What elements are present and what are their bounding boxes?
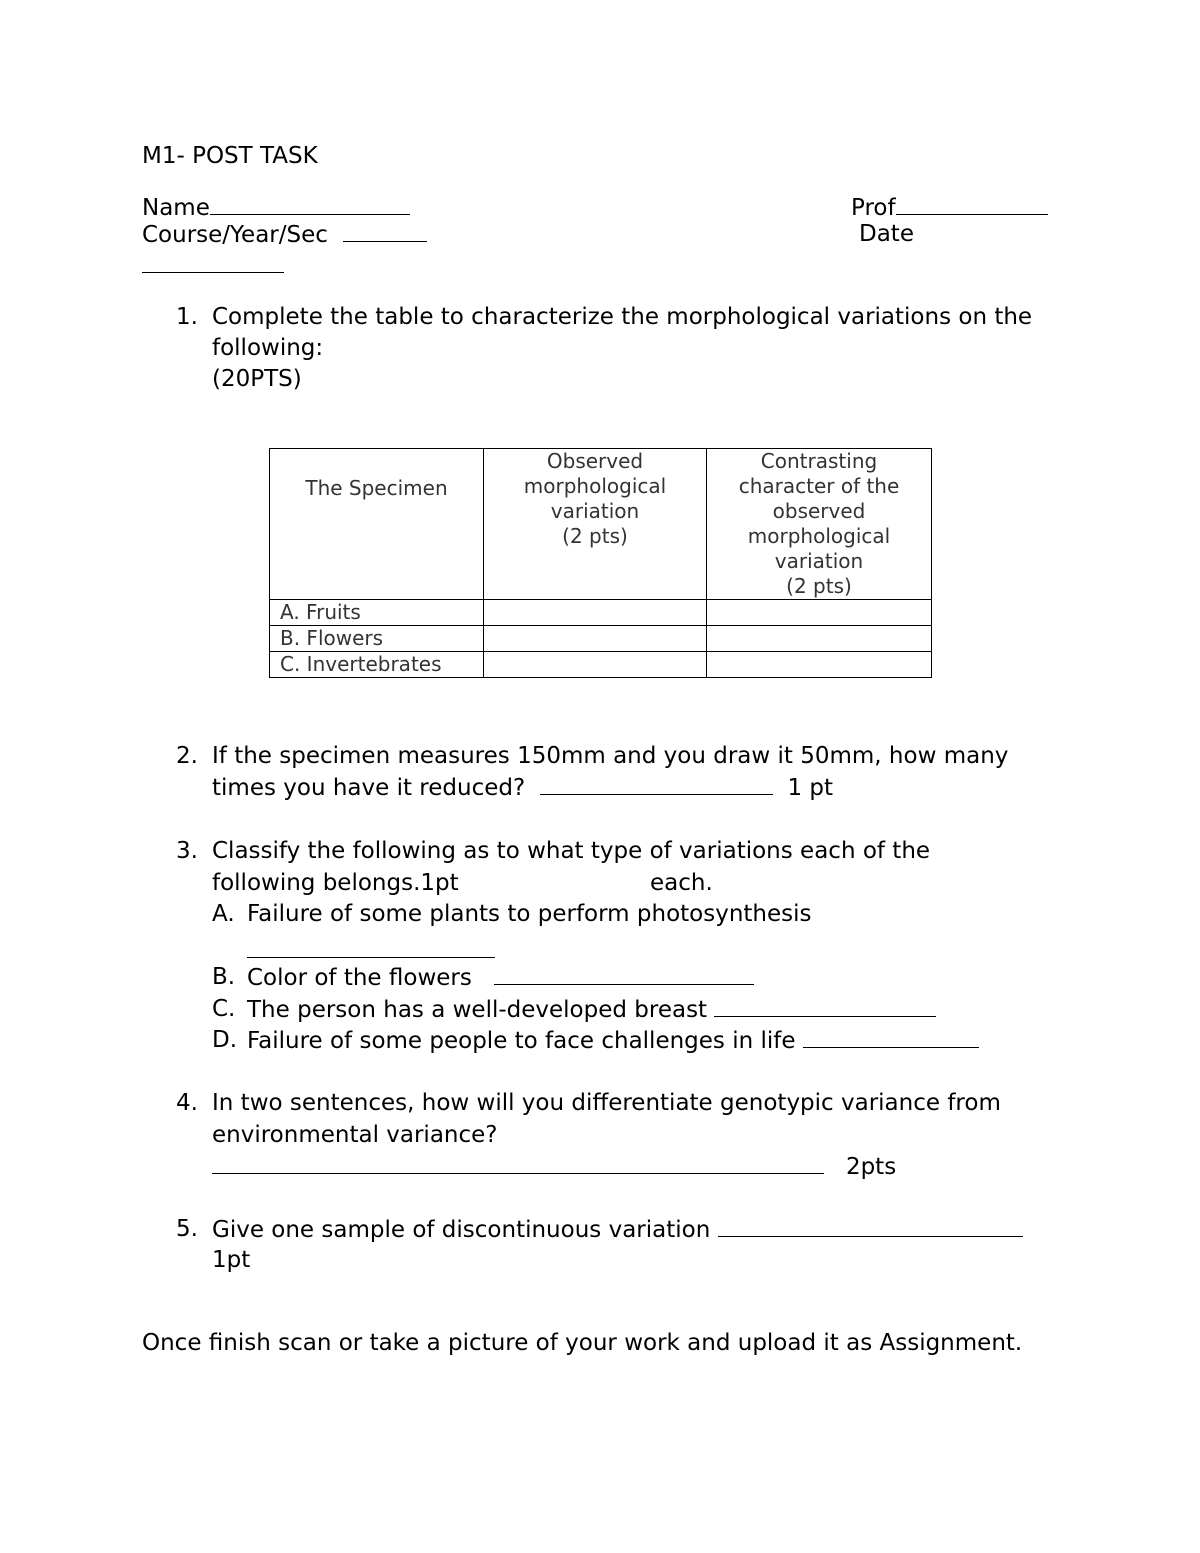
q3-b-text: Color of the flowers <box>247 965 472 991</box>
q5-text: Give one sample of discontinuous variation <box>212 1217 711 1243</box>
q2-line2: times you have it reduced? <box>212 775 526 801</box>
header-observed <box>484 449 707 600</box>
date-label: Date <box>859 221 914 247</box>
observed-cell[interactable] <box>484 600 707 626</box>
prof-field[interactable] <box>851 194 1048 222</box>
header-specimen-text: The Specimen <box>305 476 448 500</box>
contrasting-cell[interactable] <box>707 600 932 626</box>
q5-row <box>212 1216 1023 1244</box>
q2-number: 2. <box>176 743 198 769</box>
q4-line2: environmental variance? <box>212 1122 498 1148</box>
q4-answer-row <box>212 1153 896 1181</box>
q3-b-row <box>247 964 754 992</box>
course-label: Course/Year/Sec <box>142 222 328 248</box>
q3-a-label: A. <box>212 901 235 927</box>
table-row <box>270 626 932 652</box>
q3-c-blank[interactable] <box>714 996 936 1017</box>
header-contrast-l3: observed <box>772 499 866 523</box>
header-contrasting <box>707 449 932 600</box>
row-label: B. Flowers <box>270 626 484 652</box>
header-specimen <box>270 449 484 600</box>
q1-points: (20PTS) <box>212 366 302 392</box>
observed-cell[interactable] <box>484 626 707 652</box>
prof-blank[interactable] <box>896 194 1048 215</box>
q3-d-label: D. <box>212 1027 238 1053</box>
date-blank[interactable] <box>142 252 284 273</box>
header-contrast-l1: Contrasting <box>760 449 878 473</box>
q3-line2b: each. <box>650 870 713 896</box>
q4-points: 2pts <box>845 1154 897 1180</box>
header-contrast-l2: character of the <box>738 474 900 498</box>
q1-text-line2: following: <box>212 335 324 361</box>
row-label: C. Invertebrates <box>270 652 484 678</box>
q2-line2-row <box>212 774 833 802</box>
specimen-table <box>269 448 932 678</box>
q1-text-line1: Complete the table to characterize the morphological variations on the <box>212 304 1033 330</box>
q5-points: 1pt <box>212 1247 251 1273</box>
header-contrast-l6: (2 pts) <box>786 574 852 598</box>
header-observed-l2: morphological <box>523 474 667 498</box>
table-row <box>270 600 932 626</box>
name-label: Name <box>142 195 210 221</box>
q4-line1: In two sentences, how will you differentiate genotypic variance from <box>212 1090 1001 1116</box>
q3-c-row <box>247 996 936 1024</box>
header-observed-l1: Observed <box>546 449 644 473</box>
q3-c-text: The person has a well-developed breast <box>247 997 708 1023</box>
contrasting-cell[interactable] <box>707 652 932 678</box>
contrasting-cell[interactable] <box>707 626 932 652</box>
q3-line1: Classify the following as to what type of variations each of the <box>212 838 931 864</box>
q2-answer-blank[interactable] <box>540 774 773 795</box>
header-contrast-l4: morphological <box>747 524 891 548</box>
q3-b-label: B. <box>212 964 236 990</box>
q3-b-blank[interactable] <box>494 964 754 985</box>
course-field[interactable] <box>142 221 427 249</box>
row-label: A. Fruits <box>270 600 484 626</box>
footer-instruction: Once finish scan or take a picture of your work and upload it as Assignment. <box>142 1330 1023 1356</box>
q3-line2a: following belongs.1pt <box>212 870 459 896</box>
q3-a-text: Failure of some plants to perform photosynthesis <box>247 901 812 927</box>
header-contrast-l5: variation <box>774 549 864 573</box>
q1-number: 1. <box>176 304 198 330</box>
header-observed-l3: variation <box>550 499 640 523</box>
observed-cell[interactable] <box>484 652 707 678</box>
table-row <box>270 652 932 678</box>
q5-number: 5. <box>176 1216 198 1242</box>
prof-label: Prof <box>851 195 896 221</box>
q3-c-label: C. <box>212 996 236 1022</box>
q3-d-row <box>247 1027 979 1055</box>
q2-line1: If the specimen measures 150mm and you draw it 50mm, how many <box>212 743 1009 769</box>
course-blank[interactable] <box>343 221 427 242</box>
name-blank[interactable] <box>210 194 410 215</box>
q3-a-blank[interactable] <box>247 937 495 958</box>
q4-number: 4. <box>176 1090 198 1116</box>
header-observed-l4: (2 pts) <box>562 524 628 548</box>
q3-d-blank[interactable] <box>803 1027 979 1048</box>
name-field[interactable] <box>142 194 410 222</box>
q4-answer-blank[interactable] <box>212 1153 824 1174</box>
q3-d-text: Failure of some people to face challenges in life <box>247 1028 796 1054</box>
q5-answer-blank[interactable] <box>718 1216 1023 1237</box>
page-title: M1- POST TASK <box>142 143 318 169</box>
q2-points: 1 pt <box>787 775 833 801</box>
q3-number: 3. <box>176 838 198 864</box>
